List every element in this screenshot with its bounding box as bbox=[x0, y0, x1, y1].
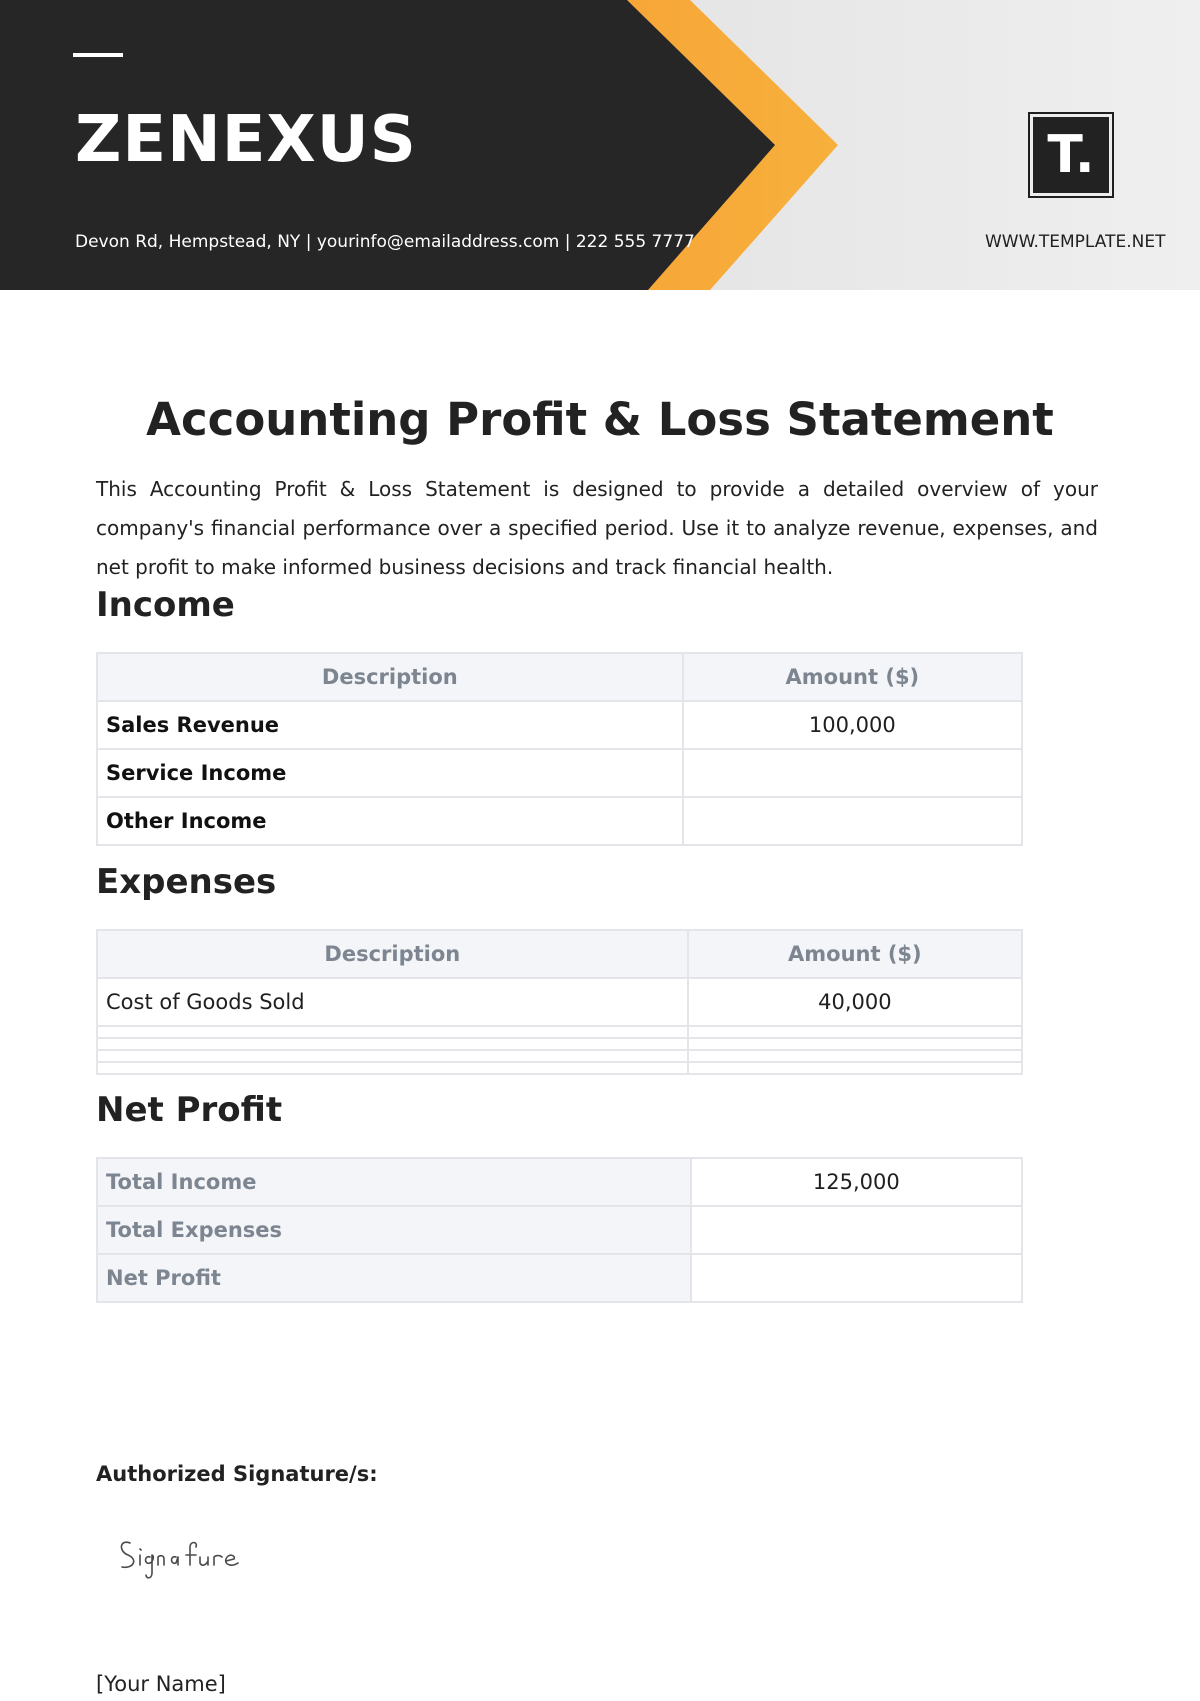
table-row bbox=[97, 978, 1022, 1026]
empty-cell[interactable] bbox=[97, 1062, 688, 1074]
template-logo bbox=[1028, 112, 1114, 198]
handwritten-signature bbox=[116, 1525, 256, 1585]
empty-table-row bbox=[97, 1026, 1022, 1038]
signatory-name: [Your Name] bbox=[96, 1672, 226, 1696]
income-description-cell: Service Income bbox=[97, 749, 683, 797]
table-header-row bbox=[97, 653, 1022, 701]
total-income-label: Total Income bbox=[97, 1158, 691, 1206]
company-contact-info: Devon Rd, Hempstead, NY | yourinfo@emailaddress.com | 222 555 7777 bbox=[75, 232, 695, 252]
expenses-table bbox=[96, 929, 1023, 1075]
income-description-cell: Sales Revenue bbox=[97, 701, 683, 749]
expense-description-cell: Cost of Goods Sold bbox=[97, 978, 688, 1026]
empty-table-row bbox=[97, 1038, 1022, 1050]
income-amount-cell[interactable] bbox=[683, 797, 1022, 845]
empty-cell[interactable] bbox=[688, 1038, 1022, 1050]
net-profit-heading: Net Profit bbox=[96, 1090, 283, 1130]
intro-paragraph: This Accounting Profit & Loss Statement is designed to provide a detailed overview of your company's financial performance over a specified period. Use it to analyze revenue, expenses, and net profit to make informed business decisions and track financial health. bbox=[96, 477, 1098, 579]
company-name: ZENEXUS bbox=[75, 103, 417, 177]
empty-cell[interactable] bbox=[97, 1038, 688, 1050]
table-header-row bbox=[97, 930, 1022, 978]
net-profit-table bbox=[96, 1157, 1023, 1303]
empty-cell[interactable] bbox=[688, 1062, 1022, 1074]
table-row bbox=[97, 701, 1022, 749]
net-profit-label: Net Profit bbox=[97, 1254, 691, 1302]
income-description-cell: Other Income bbox=[97, 797, 683, 845]
empty-cell[interactable] bbox=[97, 1026, 688, 1038]
document-title: Accounting Profit & Loss Statement bbox=[146, 393, 1054, 446]
empty-cell[interactable] bbox=[97, 1050, 688, 1062]
empty-table-row bbox=[97, 1050, 1022, 1062]
expense-amount-cell[interactable]: 40,000 bbox=[688, 978, 1022, 1026]
column-header-description: Description bbox=[97, 653, 683, 701]
header-banner bbox=[0, 0, 1200, 290]
header-accent-dash bbox=[73, 53, 123, 57]
table-row bbox=[97, 1206, 1022, 1254]
table-row bbox=[97, 1254, 1022, 1302]
total-expenses-label: Total Expenses bbox=[97, 1206, 691, 1254]
total-expenses-amount[interactable] bbox=[691, 1206, 1022, 1254]
empty-table-row bbox=[97, 1062, 1022, 1074]
table-row bbox=[97, 749, 1022, 797]
income-amount-cell[interactable] bbox=[683, 749, 1022, 797]
logo-letter: T. bbox=[1033, 117, 1109, 193]
income-amount-cell[interactable]: 100,000 bbox=[683, 701, 1022, 749]
total-income-amount[interactable]: 125,000 bbox=[691, 1158, 1022, 1206]
empty-cell[interactable] bbox=[688, 1050, 1022, 1062]
net-profit-amount[interactable] bbox=[691, 1254, 1022, 1302]
signature-label: Authorized Signature/s: bbox=[96, 1462, 378, 1486]
table-row bbox=[97, 797, 1022, 845]
income-table bbox=[96, 652, 1023, 846]
expenses-heading: Expenses bbox=[96, 862, 277, 902]
empty-cell[interactable] bbox=[688, 1026, 1022, 1038]
website-url: WWW.TEMPLATE.NET bbox=[985, 232, 1166, 252]
column-header-description: Description bbox=[97, 930, 688, 978]
column-header-amount: Amount ($) bbox=[688, 930, 1022, 978]
column-header-amount: Amount ($) bbox=[683, 653, 1022, 701]
income-heading: Income bbox=[96, 585, 235, 625]
table-row bbox=[97, 1158, 1022, 1206]
